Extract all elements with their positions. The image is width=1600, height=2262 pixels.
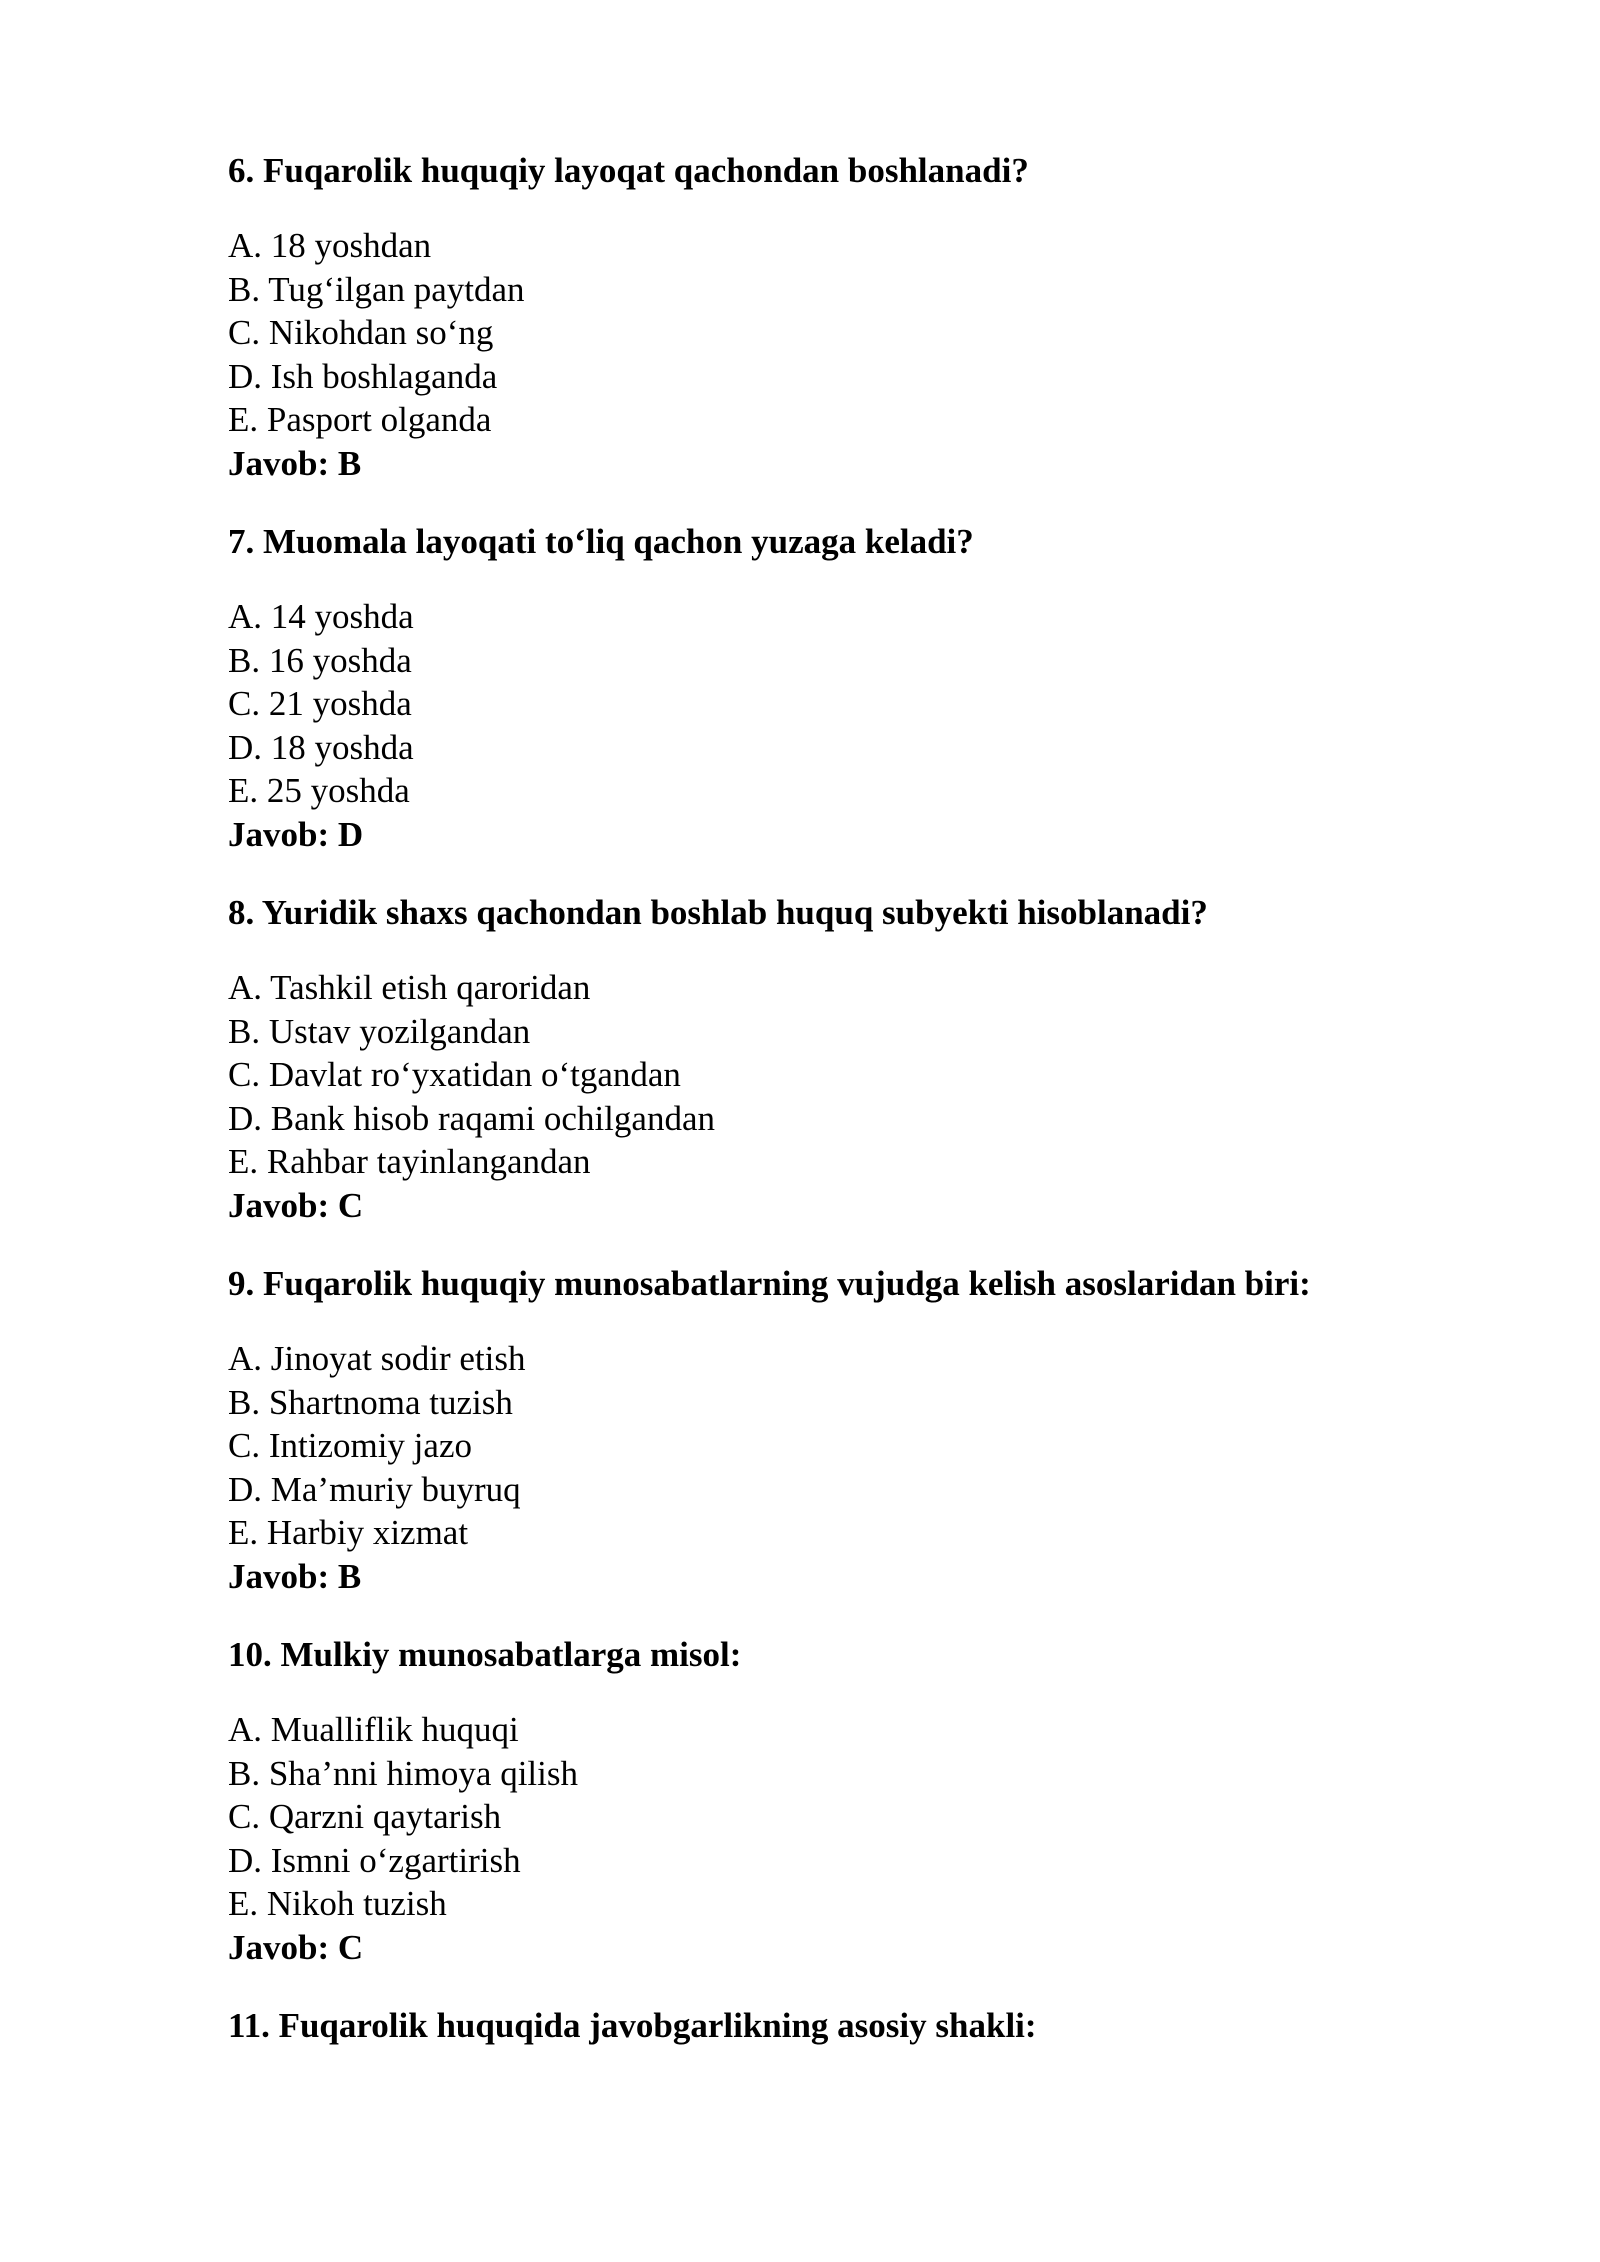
answer-label: Javob: — [228, 1556, 330, 1596]
answer-label: Javob: — [228, 443, 330, 483]
option-list — [228, 595, 1528, 813]
option-c: C. Nikohdan so‘ng — [228, 313, 494, 352]
option-e: E. Harbiy xizmat — [228, 1513, 469, 1552]
document-page — [228, 150, 1528, 2079]
answer-line — [228, 813, 1528, 857]
option-a: A. 14 yoshda — [228, 597, 414, 636]
option-d: D. Ma’muriy buyruq — [228, 1469, 521, 1509]
answer-value: C — [337, 1185, 364, 1225]
option-d: D. Ish boshlaganda — [228, 356, 498, 396]
option-d: D. Bank hisob raqami ochilgandan — [228, 1098, 715, 1138]
option-e: E. Pasport olganda — [228, 400, 492, 439]
question-title: 11. Fuqarolik huquqida javobgarlikning asosiy shakli: — [228, 2006, 1037, 2045]
answer-line — [228, 442, 1528, 486]
question-8 — [228, 892, 1528, 1227]
option-b: B. 16 yoshda — [228, 640, 412, 680]
question-title: 9. Fuqarolik huquqiy munosabatlarning vujudga kelish asoslaridan biri: — [228, 1264, 1311, 1303]
answer-label: Javob: — [228, 1185, 330, 1225]
question-10 — [228, 1634, 1528, 1969]
option-d: D. Ismni o‘zgartirish — [228, 1840, 521, 1880]
option-list — [228, 1337, 1528, 1555]
question-title: 8. Yuridik shaxs qachondan boshlab huquq subyekti hisoblanadi? — [228, 893, 1208, 932]
option-b: B. Tug‘ilgan paytdan — [228, 269, 525, 309]
answer-line — [228, 1926, 1528, 1970]
option-c: C. Qarzni qaytarish — [228, 1797, 502, 1836]
option-e: E. Rahbar tayinlangandan — [228, 1142, 591, 1181]
option-list — [228, 966, 1528, 1184]
question-7 — [228, 521, 1528, 856]
answer-value: C — [337, 1927, 364, 1967]
option-c: C. Davlat ro‘yxatidan o‘tgandan — [228, 1055, 681, 1094]
question-9 — [228, 1263, 1528, 1598]
option-b: B. Shartnoma tuzish — [228, 1382, 513, 1422]
answer-line — [228, 1184, 1528, 1228]
option-list — [228, 1708, 1528, 1926]
answer-label: Javob: — [228, 1927, 330, 1967]
question-11 — [228, 2005, 1528, 2047]
answer-value: D — [337, 814, 364, 854]
question-title: 6. Fuqarolik huquqiy layoqat qachondan boshlanadi? — [228, 151, 1029, 190]
option-e: E. Nikoh tuzish — [228, 1884, 447, 1923]
option-d: D. 18 yoshda — [228, 727, 414, 767]
option-b: B. Ustav yozilgandan — [228, 1011, 531, 1051]
option-c: C. Intizomiy jazo — [228, 1426, 472, 1465]
option-c: C. 21 yoshda — [228, 684, 412, 723]
option-list — [228, 224, 1528, 442]
question-title: 7. Muomala layoqati to‘liq qachon yuzaga keladi? — [228, 522, 974, 561]
option-b: B. Sha’nni himoya qilish — [228, 1753, 578, 1793]
option-a: A. Tashkil etish qaroridan — [228, 968, 591, 1007]
option-a: A. Jinoyat sodir etish — [228, 1339, 526, 1378]
question-6 — [228, 150, 1528, 485]
question-title: 10. Mulkiy munosabatlarga misol: — [228, 1635, 742, 1674]
answer-line — [228, 1555, 1528, 1599]
option-e: E. 25 yoshda — [228, 771, 410, 810]
answer-value: B — [337, 1556, 362, 1596]
answer-value: B — [337, 443, 362, 483]
option-a: A. Mualliflik huquqi — [228, 1710, 519, 1749]
answer-label: Javob: — [228, 814, 330, 854]
option-a: A. 18 yoshdan — [228, 226, 432, 265]
